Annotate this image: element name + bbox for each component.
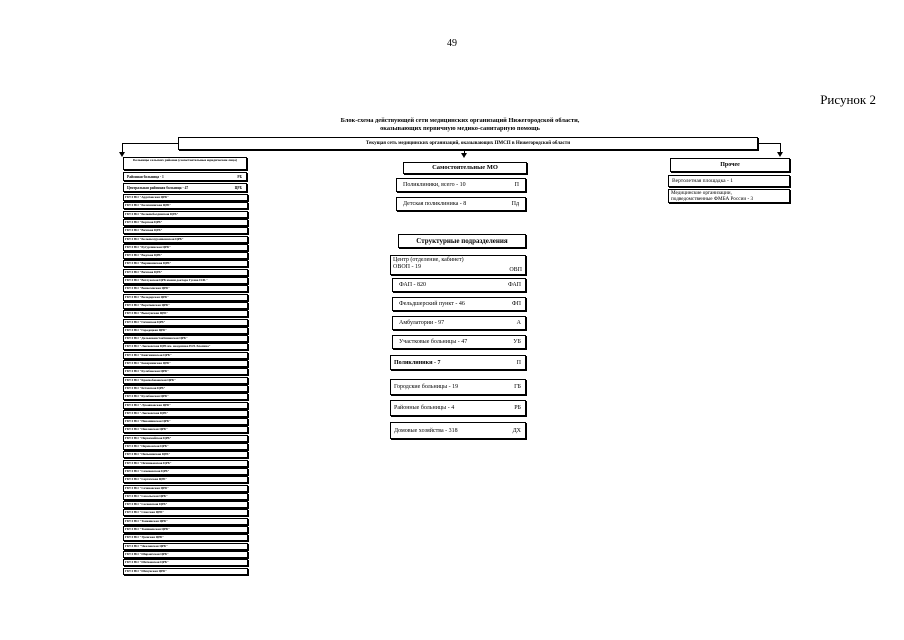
central-hospital-item: ГБУЗ НО "Тонкинская ЦРБ" <box>123 518 248 525</box>
child-polyclinic-label: Детская поликлиника - 8 <box>403 201 467 207</box>
central-hospital-item: ГБУЗ НО "Первомайская ЦРБ" <box>123 435 248 442</box>
central-hospital-item: ГБУЗ НО "Краснобаковская ЦРБ" <box>123 377 248 384</box>
ovop-line-1: Центр (отделение, кабинет) <box>393 257 464 263</box>
central-hospital-item: ГБУЗ НО "Выксунская ЦРБ" <box>123 310 248 317</box>
fp-label: Фельдшерский пункт - 46 <box>399 301 465 307</box>
district-hospitals-box <box>123 172 247 181</box>
central-hospital-item: ГБУЗ НО "Большемурашкинская ЦРБ" <box>123 236 248 243</box>
central-hospital-item: ГБУЗ НО "Борская ЦРБ" <box>123 219 248 226</box>
central-hospital-item: ГБУЗ НО "Шарангская ЦРБ" <box>123 551 248 558</box>
title-line-1: Блок-схема действующей сети медицинских организаций Нижегородской области, <box>340 117 580 124</box>
ovop-box <box>390 255 526 275</box>
arrow-right <box>777 152 783 157</box>
central-hospital-item: ГБУЗ НО "Вачская ЦРБ" <box>123 269 248 276</box>
district-ward-hospitals-code: УБ <box>513 339 521 345</box>
central-hospital-item: ГБУЗ НО "Варнавинская ЦРБ" <box>123 260 248 267</box>
other-header-text: Прочее <box>720 162 740 168</box>
central-hospital-item: ГБУЗ НО "Шахунская ЦРБ" <box>123 568 248 575</box>
district-hospitals-structural-code: РБ <box>514 405 521 411</box>
polyclinics-code: П <box>514 182 519 188</box>
independent-header-text: Самостоятельные МО <box>432 164 498 171</box>
central-hospital-item: ГБУЗ НО "Дальнеконстантиновская ЦРБ" <box>123 335 248 342</box>
central-hospital-item: ГБУЗ НО "Уренская ЦРБ" <box>123 534 248 541</box>
fap-box <box>392 278 526 292</box>
city-hospitals-label: Городские больницы - 19 <box>394 384 459 390</box>
central-hospital-item: ГБУЗ НО "Княгининская ЦРБ" <box>123 352 248 359</box>
arrow-middle <box>461 153 467 158</box>
child-polyclinic-code: Пд <box>511 201 519 207</box>
ambulatory-box <box>392 316 526 330</box>
central-hospital-item: ГБУЗ НО "Вадская ЦРБ" <box>123 252 248 259</box>
fmba-line-1: Медицинские организации, <box>671 190 732 196</box>
connector-left-h <box>122 143 179 144</box>
fmba-text <box>671 191 753 202</box>
central-hospital-item: ГБУЗ НО "Володарская ЦРБ" <box>123 294 248 301</box>
central-hospital-item: ГБУЗ НО "Большеболдинская ЦРБ" <box>123 211 248 218</box>
central-hospital-item: ГБУЗ НО "Кулебакская ЦРБ" <box>123 368 248 375</box>
central-hospitals-code: ЦРБ <box>234 185 242 190</box>
central-hospital-item: ГБУЗ НО "Лысковская ЦРБ им. академика Н.Н. Блохина" <box>123 343 248 350</box>
households-box <box>390 422 526 439</box>
ambulatory-label: Амбулатории - 97 <box>399 320 445 326</box>
central-hospital-item: ГБУЗ НО "Городецкая ЦРБ" <box>123 327 248 334</box>
helipad-box <box>668 175 790 187</box>
left-header-box <box>123 157 247 170</box>
central-hospital-item: ГБУЗ НО "Пильнинская ЦРБ" <box>123 451 248 458</box>
page-number: 49 <box>447 38 457 49</box>
central-hospital-item: ГБУЗ НО "Семеновская ЦРБ" <box>123 468 248 475</box>
fp-code: ФП <box>511 301 521 307</box>
central-hospital-item: ГБУЗ НО "Навашинская ЦРБ" <box>123 418 248 425</box>
structural-header-box <box>398 234 526 248</box>
structural-polyclinics-box <box>390 355 526 370</box>
fmba-box <box>668 189 790 203</box>
households-code: ДХ <box>512 427 521 434</box>
central-hospital-item: ГБУЗ НО "Вачская ЦРБ" <box>123 227 248 234</box>
title-line-2: оказывающих первичную медико-санитарную помощь <box>380 125 540 132</box>
central-hospital-item: ГБУЗ НО "Спасская ЦРБ" <box>123 509 248 516</box>
polyclinics-label: Поликлиники, всего - 10 <box>403 182 466 188</box>
central-hospital-item: ГБУЗ НО "Сокольская ЦРБ" <box>123 493 248 500</box>
central-hospital-item: ГБУЗ НО "Сеченовская ЦРБ" <box>123 485 248 492</box>
central-hospital-item: ГБУЗ НО "Кстовская ЦРБ" <box>123 385 248 392</box>
central-hospitals-box <box>123 183 247 192</box>
district-ward-hospitals-label: Участковые больницы - 47 <box>399 339 468 345</box>
polyclinics-box <box>396 178 526 192</box>
central-hospital-item: ГБУЗ НО "Тоншаевская ЦРБ" <box>123 526 248 533</box>
central-hospital-item: ГБУЗ НО "Лысковская ЦРБ" <box>123 410 248 417</box>
structural-polyclinics-code: П <box>516 359 521 366</box>
connector-right-h <box>757 143 781 144</box>
fap-code: ФАП <box>507 282 521 288</box>
ovop-line-2: ОВОП - 19 <box>393 264 421 270</box>
independent-header-box <box>403 162 527 174</box>
helipad-label: Вертолетная площадка - 1 <box>672 178 733 184</box>
households-label: Домовые хозяйства - 318 <box>394 427 458 434</box>
district-hospitals-structural-label: Районные больницы - 4 <box>394 405 455 411</box>
structural-header-text: Структурные подразделения <box>416 237 508 245</box>
central-hospital-item: ГБУЗ НО "Кулебакская ЦРБ" <box>123 393 248 400</box>
central-hospital-item: ГБУЗ НО "Шатковская ЦРБ" <box>123 559 248 566</box>
district-hospitals-code: РБ <box>237 174 242 179</box>
central-hospital-item: ГБУЗ НО "Починковская ЦРБ" <box>123 460 248 467</box>
ovop-text <box>393 257 464 271</box>
central-hospital-item: ГБУЗ НО "Гагинская ЦРБ" <box>123 319 248 326</box>
central-hospital-item: ГБУЗ НО "Перевозская ЦРБ" <box>123 443 248 450</box>
fap-label: ФАП - 820 <box>399 282 427 288</box>
diagram-title <box>250 117 670 133</box>
other-header-box <box>670 158 790 172</box>
district-hospitals-structural-box <box>390 400 526 416</box>
central-hospital-item: ГБУЗ НО "Воротынская ЦРБ" <box>123 302 248 309</box>
fp-box <box>392 297 526 311</box>
fmba-line-2: подведомственные ФМБА России - 3 <box>671 195 754 202</box>
central-hospital-item: ГБУЗ НО "Лукояновская ЦРБ" <box>123 402 248 409</box>
city-hospitals-code: ГБ <box>514 384 521 390</box>
ovop-code: ОВП <box>509 267 522 273</box>
central-hospital-item: ГБУЗ НО "Вознесенская ЦРБ" <box>123 285 248 292</box>
central-hospital-item: ГБУЗ НО "Сергачская ЦРБ" <box>123 476 248 483</box>
child-polyclinic-box <box>396 197 526 211</box>
structural-polyclinics-label: Поликлиники - 7 <box>394 359 441 366</box>
ambulatory-code: А <box>516 320 521 326</box>
district-ward-hospitals-box <box>392 335 526 349</box>
district-hospitals-label: Районная больница - 1 <box>127 174 164 179</box>
city-hospitals-box <box>390 379 526 395</box>
left-header-text: Больницы сельских районов (самостоятельные юридические лица) <box>133 158 237 162</box>
central-hospital-item: ГБУЗ НО "Сосновская ЦРБ" <box>123 501 248 508</box>
central-hospital-item: ГБУЗ НО "Ардатовская ЦРБ" <box>123 194 248 201</box>
central-hospital-item: ГБУЗ НО "Ковернинская ЦРБ" <box>123 360 248 367</box>
central-hospital-item: ГБУЗ НО "Балахнинская ЦРБ" <box>123 202 248 209</box>
central-hospital-item: ГБУЗ НО "Чкаловская ЦРБ" <box>123 543 248 550</box>
central-hospital-item: ГБУЗ НО "Ветлужская ЦРБ имени доктора Гусева П.Ф." <box>123 277 248 284</box>
central-hospitals-label: Центральная районная больница - 47 <box>127 185 189 190</box>
top-network-box: Текущая сеть медицинских организаций, оказывающих ПМСП в Нижегородской области <box>178 137 758 150</box>
figure-label: Рисунок 2 <box>820 92 876 107</box>
central-hospital-item: ГБУЗ НО "Бутурлинская ЦРБ" <box>123 244 248 251</box>
central-hospital-item: ГБУЗ НО "Павловская ЦРБ" <box>123 426 248 433</box>
